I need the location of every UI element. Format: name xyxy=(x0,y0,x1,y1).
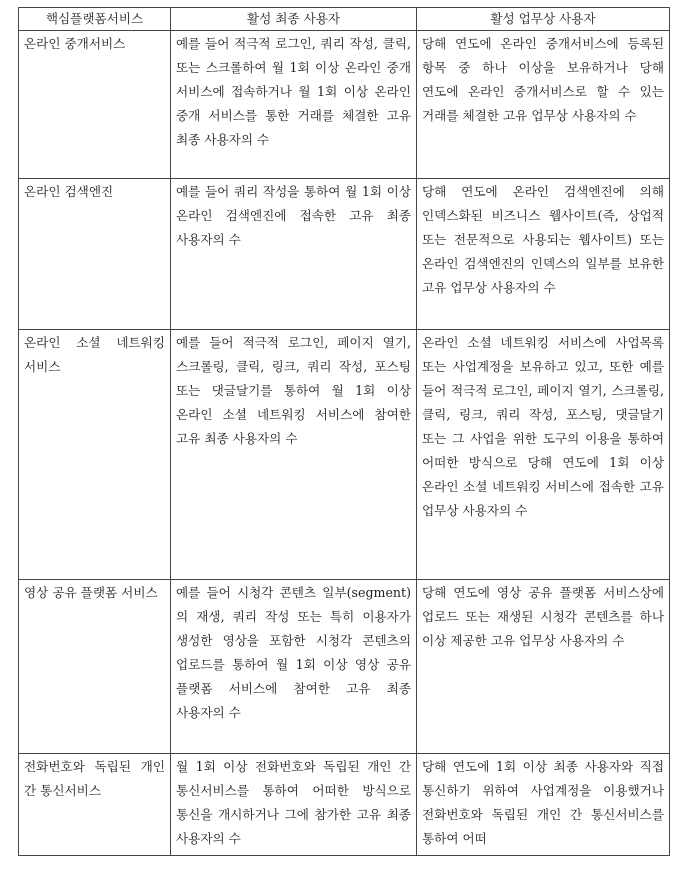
end-users-cell: 월 1회 이상 전화번호와 독립된 개인 간 통신서비스를 통하여 어떠한 방식으로 통신을 개시하거나 그에 참가한 고유 최종 사용자의 수 xyxy=(171,754,417,856)
business-users-cell: 당해 연도에 온라인 중개서비스에 등록된 항목 중 하나 이상을 보유하거나 당해 연도에 온라인 중개서비스로 할 수 있는 거래를 체결한 고유 업무상 사용자의 수 xyxy=(417,31,670,179)
service-name-cell: 온라인 소셜 네트워킹 서비스 xyxy=(19,330,171,580)
table-row xyxy=(19,31,670,179)
business-users-cell: 온라인 소셜 네트워킹 서비스에 사업목록 또는 사업계정을 보유하고 있고, 또한 예를 들어 적극적 로그인, 페이지 열기, 스크롤링, 클릭, 링크, 쿼리 작성, 포스팅, 댓글달기 또는 그 사업을 위한 도구의 이용을 통하여 어떠한 방식으로 당해 연도에 1회 이상 온라인 소셜 네트워킹 서비스에 접속한 고유 업무상 사용자의 수 xyxy=(417,330,670,580)
end-users-cell: 예를 들어 적극적 로그인, 페이지 열기, 스크롤링, 클릭, 링크, 쿼리 작성, 포스팅 또는 댓글달기를 통하여 월 1회 이상 온라인 소셜 네트워킹 서비스에 참여한 고유 최종 사용자의 수 xyxy=(171,330,417,580)
table-row xyxy=(19,580,670,754)
service-name-cell: 온라인 검색엔진 xyxy=(19,179,171,330)
table-row xyxy=(19,754,670,856)
header-active-end-users: 활성 최종 사용자 xyxy=(171,8,417,31)
business-users-cell: 당해 연도에 온라인 검색엔진에 의해 인덱스화된 비즈니스 웹사이트(즉, 상업적 또는 전문적으로 사용되는 웹사이트) 또는 온라인 검색엔진의 인덱스의 일부를 보유한 고유 업무상 사용자의 수 xyxy=(417,179,670,330)
service-name-cell: 영상 공유 플랫폼 서비스 xyxy=(19,580,171,754)
table-row xyxy=(19,330,670,580)
business-users-cell: 당해 연도에 영상 공유 플랫폼 서비스상에 업로드 또는 재생된 시청각 콘텐츠를 하나 이상 제공한 고유 업무상 사용자의 수 xyxy=(417,580,670,754)
end-users-cell: 예를 들어 시청각 콘텐츠 일부(segment)의 재생, 쿼리 작성 또는 특히 이용자가 생성한 영상을 포함한 시청각 콘텐츠의 업로드를 통하여 월 1회 이상 영상 공유 플랫폼 서비스에 참여한 고유 최종 사용자의 수 xyxy=(171,580,417,754)
service-name-cell: 온라인 중개서비스 xyxy=(19,31,171,179)
header-active-business-users: 활성 업무상 사용자 xyxy=(417,8,670,31)
service-name-cell: 전화번호와 독립된 개인 간 통신서비스 xyxy=(19,754,171,856)
end-users-cell: 예를 들어 쿼리 작성을 통하여 월 1회 이상 온라인 검색엔진에 접속한 고유 최종 사용자의 수 xyxy=(171,179,417,330)
header-core-platform-service: 핵심플랫폼서비스 xyxy=(19,8,171,31)
table-row xyxy=(19,179,670,330)
table-header-row xyxy=(19,8,670,31)
business-users-cell: 당해 연도에 1회 이상 최종 사용자와 직접 통신하기 위하여 사업계정을 이용했거나 전화번호와 독립된 개인 간 통신서비스를 통하여 어떠 xyxy=(417,754,670,856)
end-users-cell: 예를 들어 적극적 로그인, 쿼리 작성, 클릭, 또는 스크롤하여 월 1회 이상 온라인 중개 서비스에 접속하거나 월 1회 이상 온라인 중개 서비스를 통한 거래를 체결한 고유 최종 사용자의 수 xyxy=(171,31,417,179)
platform-user-definition-table xyxy=(18,7,670,856)
